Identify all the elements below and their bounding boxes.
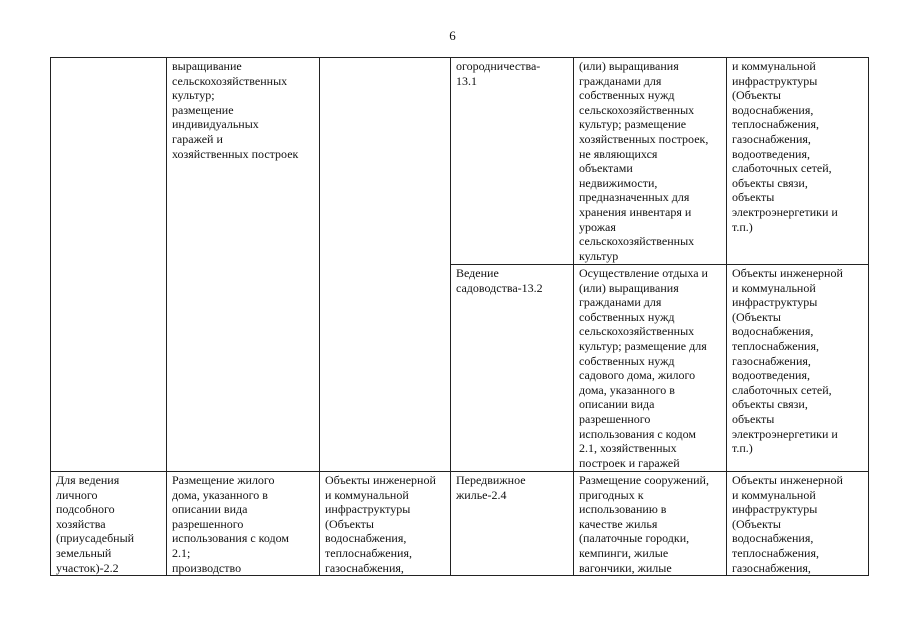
page-number: 6 (449, 28, 456, 43)
table-cell: Передвижное жилье-2.4 (451, 472, 574, 576)
table-cell: Объекты инженерной и коммунальной инфраструктуры (Объекты водоснабжения, теплоснабжения, газоснабжения, водоотведения, слаботочных сетей, объекты связи, объекты электроэнергетики и т.п.) (727, 265, 869, 472)
table-cell: огородничества- 13.1 (451, 58, 574, 265)
table-cell: Объекты инженерной и коммунальной инфраструктуры (Объекты водоснабжения, теплоснабжения, газоснабжения, (320, 472, 451, 576)
table-cell: Объекты инженерной и коммунальной инфраструктуры (Объекты водоснабжения, теплоснабжения, газоснабжения, (727, 472, 869, 576)
table-cell: Размещение жилого дома, указанного в описании вида разрешенного использования с кодом 2.1; производство (167, 472, 320, 576)
table-cell: Размещение сооружений, пригодных к использованию в качестве жилья (палаточные городки, кемпинги, жилые вагончики, жилые (574, 472, 727, 576)
table-cell: Для ведения личного подсобного хозяйства (приусадебный земельный участок)-2.2 (51, 472, 167, 576)
table-cell: Осуществление отдыха и (или) выращивания гражданами для собственных нужд сельскохозяйственных культур; размещение для собственных нужд садового дома, жилого дома, указанного в описании вида разрешенного использования с кодом 2.1, хозяйственных построек и гаражей (574, 265, 727, 472)
table-cell: (или) выращивания гражданами для собственных нужд сельскохозяйственных культур; размещение хозяйственных построек, не являющихся объектами недвижимости, предназначенных для хранения инвентаря и урожая сельскохозяйственных культур (574, 58, 727, 265)
land-use-table (50, 57, 869, 576)
table-cell (320, 58, 451, 472)
table-cell (51, 58, 167, 472)
table-cell: и коммунальной инфраструктуры (Объекты водоснабжения, теплоснабжения, газоснабжения, водоотведения, слаботочных сетей, объекты связи, объекты электроэнергетики и т.п.) (727, 58, 869, 265)
table-row (51, 58, 869, 265)
table-row (51, 472, 869, 576)
table-cell: Ведение садоводства-13.2 (451, 265, 574, 472)
table-cell: выращивание сельскохозяйственных культур; размещение индивидуальных гаражей и хозяйственных построек (167, 58, 320, 472)
